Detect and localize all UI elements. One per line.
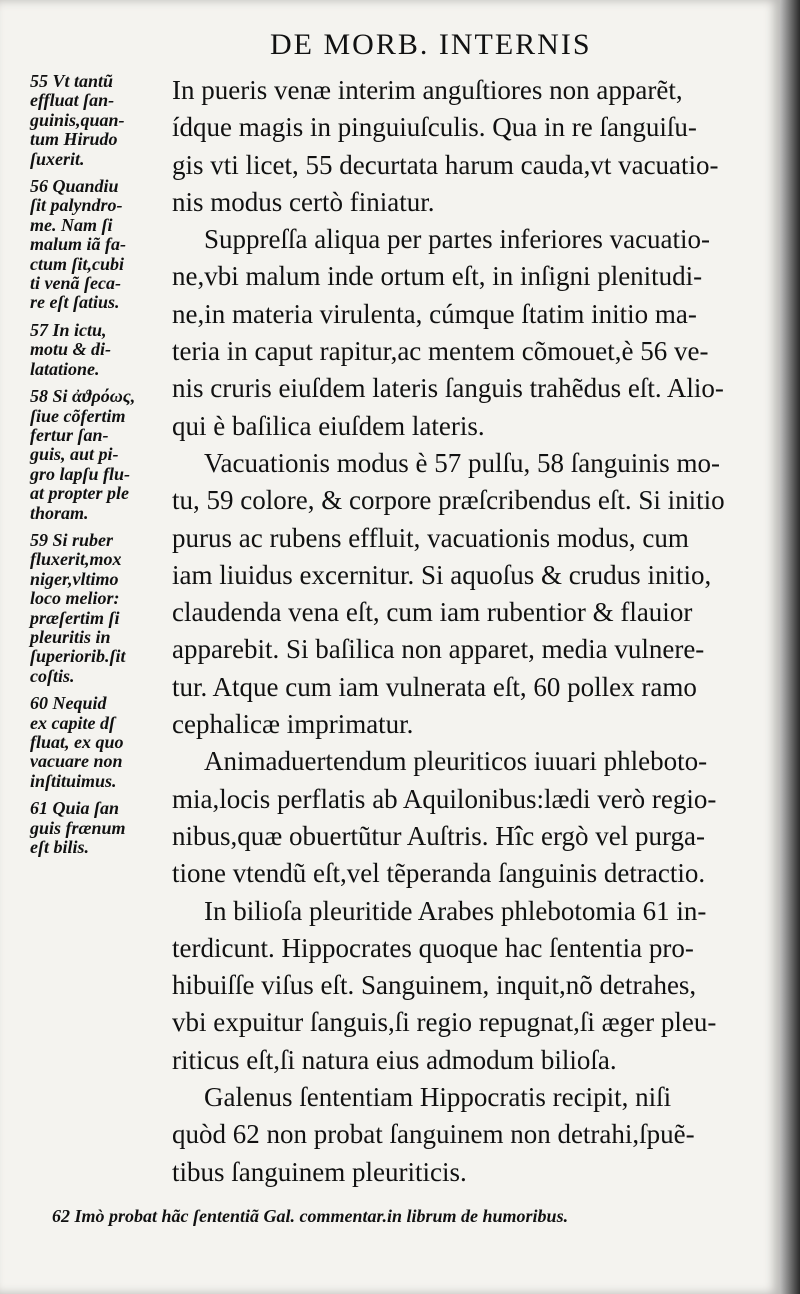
margin-note-line: ſiue cõfertim	[30, 405, 126, 426]
margin-note-line: 57 In ictu,	[30, 319, 107, 340]
body-line: teria in caput rapitur,ac mentem cõmouet,è 56 ve-	[172, 336, 709, 367]
margin-note-line: 60 Nequid	[30, 693, 107, 714]
body-line: Vacuationis modus è 57 pulſu, 58 ſanguinis mo-	[204, 447, 720, 478]
margin-note-line: 61 Quia ſan	[30, 798, 120, 819]
body-line: tione vtendũ eſt,vel tẽperanda ſanguinis detractio.	[172, 858, 706, 889]
body-line: apparebit. Si baſilica non apparet, media vulnere-	[172, 634, 705, 665]
margin-notes	[30, 72, 180, 857]
margin-note-line: guinis,quan-	[30, 109, 125, 130]
margin-note-line: effluat ſan-	[30, 90, 115, 111]
margin-note-line: eſt bilis.	[30, 837, 89, 858]
body-line: Suppreſſa aliqua per partes inferiores vacuatio-	[204, 224, 711, 255]
margin-note-line: præſertim ſi	[30, 607, 120, 628]
body-line: tur. Atque cum iam vulnerata eſt, 60 pollex ramo	[172, 671, 697, 702]
margin-note-line: ctum ſit,cubi	[30, 253, 124, 274]
body-line: ídque magis in pinguiuſculis. Qua in re ſanguiſu-	[172, 112, 697, 143]
margin-note-line: at propter ple	[30, 483, 129, 504]
margin-note-line: 56 Quandiu	[30, 176, 119, 197]
body-line: hibuiſſe viſus eſt. Sanguinem, inquit,nõ detrahes,	[172, 970, 697, 1001]
body-line: nibus,quæ obuertũtur Auſtris. Hîc ergò vel purga-	[172, 820, 705, 851]
margin-note-line: 59 Si ruber	[30, 529, 114, 550]
margin-note-line: latatione.	[30, 358, 100, 379]
margin-note-line: coſtis.	[30, 665, 75, 686]
margin-note-line: ſit palyndro-	[30, 195, 123, 216]
body-line: purus ac rubens effluit, vacuationis modus, cum	[172, 522, 689, 553]
body-line: iam liuidus excernitur. Si aquoſus & crudus initio,	[172, 559, 712, 590]
margin-note-line: 58 Si ἀϑρόως,	[30, 386, 136, 407]
margin-note-line: inſtituimus.	[30, 770, 117, 791]
body-line: tu, 59 colore, & corpore præſcribendus eſt. Si initio	[172, 485, 725, 516]
body-line: gis vti licet, 55 decurtata harum cauda,vt vacuatio-	[172, 149, 719, 180]
body-line: tibus ſanguinem pleuriticis.	[172, 1156, 467, 1187]
margin-note-line: ſuxerit.	[30, 148, 85, 169]
body-line: terdicunt. Hippocrates quoque hac ſententia pro-	[172, 932, 694, 963]
body-line: quòd 62 non probat ſanguinem non detrahi,ſpuẽ-	[172, 1119, 695, 1150]
body-line: Animaduertendum pleuriticos iuuari phleboto-	[204, 746, 708, 777]
body-line: ne,in materia virulenta, cúmque ſtatim initio ma-	[172, 298, 697, 329]
page-edge-shadow	[780, 0, 800, 1294]
margin-note-line: guis frænum	[30, 817, 126, 838]
margin-note-line: me. Nam ſi	[30, 214, 113, 235]
margin-note-line: thoram.	[30, 502, 89, 523]
body-line: cephalicæ imprimatur.	[172, 709, 414, 740]
body-line: nis cruris eiuſdem lateris ſanguis trahẽdus eſt. Alio-	[172, 373, 724, 404]
margin-note-line: pleuritis in	[30, 626, 111, 647]
body-line: mia,locis perflatis ab Aquilonibus:lædi verò regio-	[172, 783, 717, 814]
margin-note-line: re eſt ſatius.	[30, 292, 120, 313]
margin-note-line: ſuperiorib.ſit	[30, 646, 126, 667]
margin-note-line: vacuare non	[30, 751, 123, 772]
body-line: In pueris venæ interim anguſtiores non apparẽt,	[172, 75, 683, 105]
margin-note-line: fluat, ex quo	[30, 732, 124, 752]
margin-note-line: fluxerit,mox	[30, 549, 122, 570]
margin-note-line: 55 Vt tantũ	[30, 71, 114, 91]
margin-note-line: niger,vltimo	[30, 568, 119, 589]
body-line: In bilioſa pleuritide Arabes phlebotomia 61 in-	[204, 895, 707, 926]
body-line: claudenda vena eſt, cum iam rubentior & flauior	[172, 597, 693, 628]
margin-note-line: malum iã fa-	[30, 234, 127, 255]
body-line: ne,vbi malum inde ortum eſt, in inſigni plenitudi-	[172, 261, 703, 292]
margin-note-line: ex capite dſ	[30, 712, 115, 733]
margin-note-line: gro lapſu flu-	[30, 463, 131, 484]
margin-note-line: loco melior:	[30, 588, 120, 609]
body-line: riticus eſt,ſi natura eius admodum bilioſa.	[172, 1044, 617, 1075]
margin-note-line: fertur ſan-	[30, 424, 109, 445]
body-line: vbi expuitur ſanguis,ſi regio repugnat,ſi æger pleu-	[172, 1007, 717, 1038]
body-line: nis modus certò finiatur.	[172, 186, 435, 217]
body-line: Galenus ſententiam Hippocratis recipit, niſi	[204, 1082, 672, 1113]
margin-note-line: ti venã ſeca-	[30, 273, 121, 294]
margin-note-line: guis, aut pi-	[30, 444, 119, 465]
running-header: DE MORB. INTERNIS	[270, 28, 592, 61]
margin-note-line: tum Hirudo	[30, 129, 118, 150]
margin-note-line: motu & di-	[30, 339, 112, 360]
footnote: 62 Imò probat hãc ſententiã Gal. commentar.in librum de humoribus.	[52, 1206, 569, 1226]
body-text	[172, 72, 762, 1191]
body-line: qui è baſilica eiuſdem lateris.	[172, 410, 485, 441]
